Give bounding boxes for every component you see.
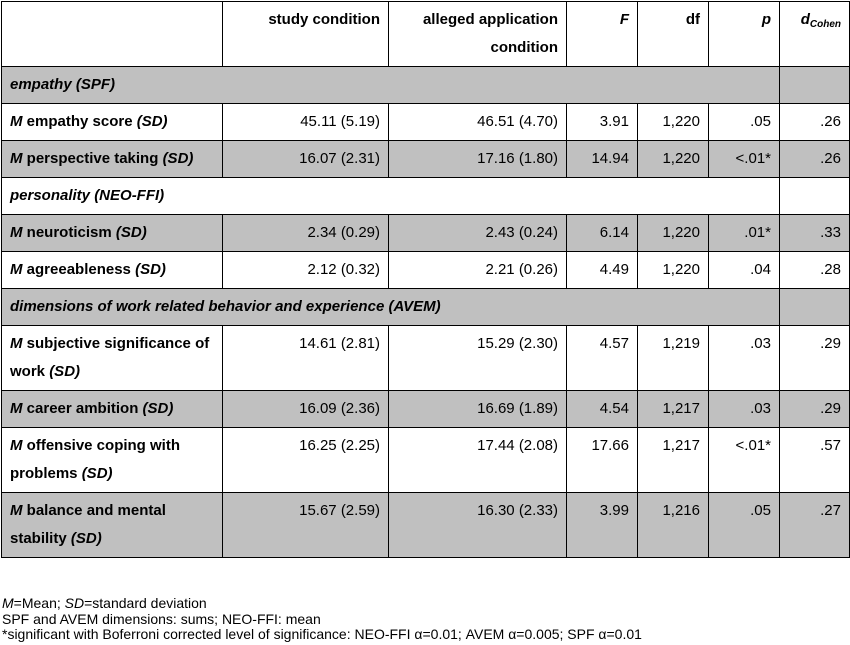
cell-d: .28	[780, 252, 850, 289]
row-label-sd: (SD)	[135, 261, 166, 278]
section-label: empathy (SPF)	[2, 67, 780, 104]
cell-study: 15.67 (2.59)	[223, 493, 389, 558]
section-label: personality (NEO-FFI)	[2, 178, 780, 215]
table-row	[2, 493, 850, 558]
cell-f: 17.66	[567, 428, 638, 493]
cell-p: .03	[709, 326, 780, 391]
table-row	[2, 104, 850, 141]
row-label-text: subjective significance of work	[10, 335, 210, 380]
cell-alleged: 16.69 (1.89)	[389, 391, 567, 428]
cell-f: 4.57	[567, 326, 638, 391]
cell-study: 14.61 (2.81)	[223, 326, 389, 391]
row-label-sd: (SD)	[136, 113, 168, 130]
cell-alleged: 17.16 (1.80)	[389, 141, 567, 178]
row-label-m: M	[10, 335, 23, 352]
cell-f: 4.49	[567, 252, 638, 289]
header-df: df	[638, 2, 709, 67]
row-label-text: empathy score	[22, 113, 137, 130]
cell-f: 14.94	[567, 141, 638, 178]
header-row	[2, 2, 850, 67]
table-row	[2, 252, 850, 289]
cell-study: 2.34 (0.29)	[223, 215, 389, 252]
note-m: M	[2, 595, 14, 611]
cell-f: 4.54	[567, 391, 638, 428]
cell-f: 6.14	[567, 215, 638, 252]
table-row	[2, 326, 850, 391]
row-label-m: M	[10, 150, 23, 167]
table-row	[2, 391, 850, 428]
header-d-subscript: Cohen	[809, 19, 841, 30]
section-blank-cell	[780, 178, 850, 215]
row-label	[2, 391, 223, 428]
row-label	[2, 252, 223, 289]
header-alleged-condition: alleged application condition	[389, 2, 567, 67]
row-label-sd: (SD)	[49, 363, 81, 380]
note-mean: =Mean;	[13, 595, 65, 611]
cell-alleged: 46.51 (4.70)	[389, 104, 567, 141]
cell-alleged: 17.44 (2.08)	[389, 428, 567, 493]
note-significance: *significant with Boferroni corrected level of significance: NEO-FFI α=0.01; AVEM α=0.005; SPF α=0.01	[2, 626, 642, 642]
row-label	[2, 104, 223, 141]
row-label-sd: (SD)	[115, 224, 147, 241]
row-label-text: offensive coping with problems	[10, 437, 181, 482]
cell-f: 3.99	[567, 493, 638, 558]
note-scoring: SPF and AVEM dimensions: sums; NEO-FFI: mean	[2, 610, 321, 627]
table-row	[2, 428, 850, 493]
row-label-text: neuroticism	[22, 224, 116, 241]
cell-study: 16.09 (2.36)	[223, 391, 389, 428]
cell-df: 1,219	[638, 326, 709, 391]
table-row	[2, 141, 850, 178]
section-blank-cell	[780, 67, 850, 104]
section-row	[2, 289, 850, 326]
row-label-text: balance and mental stability	[10, 502, 166, 547]
row-label	[2, 215, 223, 252]
cell-p: <.01*	[709, 428, 780, 493]
section-row	[2, 67, 850, 104]
cell-df: 1,220	[638, 252, 709, 289]
row-label-m: M	[10, 400, 23, 417]
cell-d: .26	[780, 104, 850, 141]
cell-d: .29	[780, 391, 850, 428]
cell-df: 1,220	[638, 104, 709, 141]
table-row	[2, 215, 850, 252]
cell-study: 16.25 (2.25)	[223, 428, 389, 493]
cell-df: 1,217	[638, 391, 709, 428]
cell-df: 1,217	[638, 428, 709, 493]
header-p: p	[709, 2, 780, 67]
cell-study: 45.11 (5.19)	[223, 104, 389, 141]
cell-p: .05	[709, 104, 780, 141]
cell-p: .03	[709, 391, 780, 428]
header-d: d	[800, 11, 810, 28]
row-label	[2, 428, 223, 493]
cell-alleged: 15.29 (2.30)	[389, 326, 567, 391]
row-label-text: career ambition	[22, 400, 143, 417]
note-sd: SD	[64, 595, 85, 611]
note-sd-desc: =standard deviation	[84, 595, 207, 611]
row-label	[2, 326, 223, 391]
row-label-m: M	[10, 261, 23, 278]
row-label-sd: (SD)	[81, 465, 113, 482]
cell-df: 1,216	[638, 493, 709, 558]
section-row	[2, 178, 850, 215]
cell-d: .29	[780, 326, 850, 391]
row-label-m: M	[10, 502, 23, 519]
cell-d: .27	[780, 493, 850, 558]
row-label-m: M	[10, 437, 23, 454]
cell-study: 16.07 (2.31)	[223, 141, 389, 178]
row-label-text: agreeableness	[22, 261, 136, 278]
cell-d: .33	[780, 215, 850, 252]
cell-p: .05	[709, 493, 780, 558]
row-label-m: M	[10, 224, 23, 241]
cell-df: 1,220	[638, 215, 709, 252]
table-notes	[2, 596, 642, 643]
row-label-sd: (SD)	[142, 400, 174, 417]
header-d-cohen	[780, 2, 850, 67]
cell-alleged: 16.30 (2.33)	[389, 493, 567, 558]
row-label-text: perspective taking	[22, 150, 163, 167]
cell-p: <.01*	[709, 141, 780, 178]
row-label	[2, 141, 223, 178]
cell-d: .26	[780, 141, 850, 178]
cell-f: 3.91	[567, 104, 638, 141]
row-label-sd: (SD)	[162, 150, 194, 167]
cell-p: .04	[709, 252, 780, 289]
row-label	[2, 493, 223, 558]
header-study-condition: study condition	[223, 2, 389, 67]
header-f: F	[567, 2, 638, 67]
section-blank-cell	[780, 289, 850, 326]
section-label: dimensions of work related behavior and experience (AVEM)	[2, 289, 780, 326]
results-table	[1, 1, 850, 558]
cell-p: .01*	[709, 215, 780, 252]
header-blank	[2, 2, 223, 67]
note-abbreviations	[2, 596, 642, 612]
cell-study: 2.12 (0.32)	[223, 252, 389, 289]
row-label-m: M	[10, 113, 23, 130]
cell-alleged: 2.21 (0.26)	[389, 252, 567, 289]
row-label-sd: (SD)	[70, 530, 102, 547]
cell-d: .57	[780, 428, 850, 493]
cell-df: 1,220	[638, 141, 709, 178]
cell-alleged: 2.43 (0.24)	[389, 215, 567, 252]
table-body	[2, 67, 850, 558]
